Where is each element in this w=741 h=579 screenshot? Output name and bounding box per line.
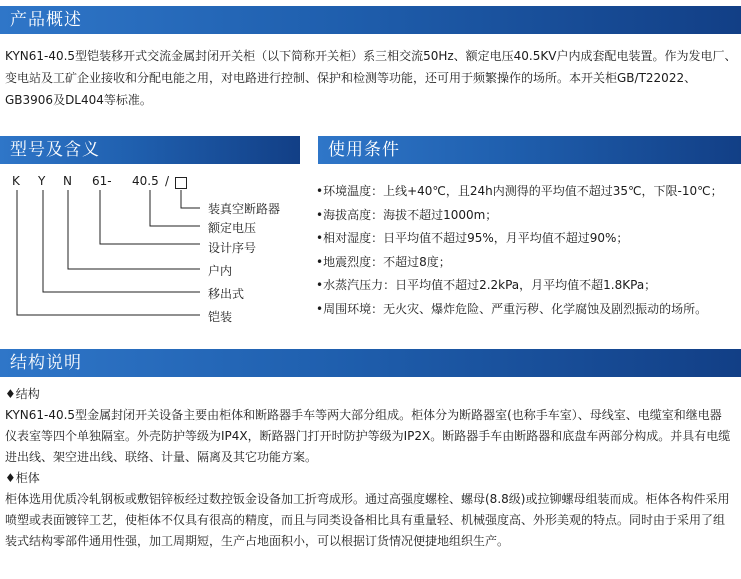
section1-title: 结构 (15, 387, 40, 401)
code-61: 61- (92, 174, 112, 188)
condition-item (316, 298, 741, 322)
meaning-3: 设计序号 (208, 241, 257, 255)
model-diagram (0, 168, 320, 338)
condition-item (316, 227, 741, 251)
condition-item (316, 251, 741, 275)
conditions-title: 使用条件 (328, 140, 400, 160)
overview-line: KYN61-40.5型铠装移开式交流金属封闭开关柜（以下简称开关柜）系三相交流50Hz、额定电压40.5KV户内成套配电装置。作为发电厂、 (5, 49, 737, 63)
model-connector-lines (0, 168, 320, 338)
structure-line: KYN61-40.5型金属封闭开关设备主要由柜体和断路器手车等两大部分组成。柜体分为断路器室(也称手车室）、母线室、电缆室和继电器 (5, 408, 722, 422)
meaning-1: 装真空断路器 (208, 202, 281, 216)
code-k: K (12, 174, 20, 188)
bullet-icon: • (316, 254, 324, 269)
section2-title: 柜体 (15, 471, 40, 485)
model-title: 型号及含义 (10, 140, 100, 160)
meaning-2: 额定电压 (208, 221, 257, 235)
condition-text: 环境温度：上线+40℃，且24h内测得的平均值不超过35℃，下限-10℃； (323, 184, 723, 198)
conditions-list (316, 180, 741, 322)
condition-text: 海拔高度：海拔不超过1000m； (323, 207, 498, 222)
diamond-bullet-icon: ♦ (5, 387, 16, 401)
overview-line: 变电站及工矿企业接收和分配电能之用，对电路进行控制、保护和检测等功能，还可用于频繁操作的场所。本开关柜GB/T22022、 (5, 71, 697, 85)
conditions-header (318, 136, 741, 164)
condition-text: 相对湿度：日平均值不超过95%，月平均值不超过90%； (323, 231, 629, 246)
overview-line: GB3906及DL404等标准。 (5, 93, 152, 107)
structure-line: 进出线、架空进出线、联络、计量、隔离及其它功能方案。 (5, 450, 318, 464)
structure-header (0, 349, 741, 377)
condition-item (316, 274, 741, 298)
bullet-icon: • (316, 231, 324, 246)
meaning-5: 移出式 (208, 287, 245, 301)
structure-line: 柜体选用优质冷轧钢板或敷铝锌板经过数控钣金设备加工折弯成形。通过高强度螺栓、螺母(8.8级)或拉铆螺母组装而成。柜体各构件采用 (5, 492, 730, 506)
bullet-icon: • (316, 184, 324, 198)
condition-text: 周围环境：无火灾、爆炸危险、严重污秽、化学腐蚀及剧烈振动的场所。 (323, 301, 708, 316)
structure-line: 喷塑或表面镀锌工艺，使柜体不仅具有很高的精度，而且与同类设备相比具有重量轻、机械强度高、外形美观的特点。同时由于采用了组 (5, 513, 726, 527)
model-header (0, 136, 300, 164)
structure-title: 结构说明 (10, 353, 82, 373)
code-y: Y (38, 174, 46, 188)
code-slash: / (165, 174, 170, 188)
bullet-icon: • (316, 301, 324, 316)
overview-header (0, 6, 741, 34)
condition-text: 水蒸汽压力：日平均值不超过2.2kPa，月平均值不超1.8KPa； (323, 278, 657, 293)
code-n: N (63, 174, 72, 188)
condition-text: 地震烈度：不超过8度； (323, 254, 451, 269)
condition-item (316, 204, 741, 228)
structure-text (5, 384, 738, 552)
structure-line: 装式结构零部件通用性强，加工周期短，生产占地面积小，可以根据订货情况便捷地组织生产。 (5, 534, 510, 548)
meaning-4: 户内 (208, 264, 233, 278)
overview-text (5, 45, 738, 111)
bullet-icon: • (316, 207, 324, 222)
section-heading (5, 468, 738, 489)
meaning-6: 铠装 (208, 310, 233, 324)
diamond-bullet-icon: ♦ (5, 471, 16, 485)
section-heading (5, 384, 738, 405)
code-40-5: 40.5 (132, 174, 159, 188)
structure-line: 仪表室等四个单独隔室。外壳防护等级为IP4X，断路器门打开时防护等级为IP2X。断路器手车由断路器和底盘车两部分构成。并具有电缆 (5, 429, 731, 443)
condition-item (316, 180, 741, 204)
bullet-icon: • (316, 278, 324, 293)
overview-title: 产品概述 (10, 10, 82, 30)
